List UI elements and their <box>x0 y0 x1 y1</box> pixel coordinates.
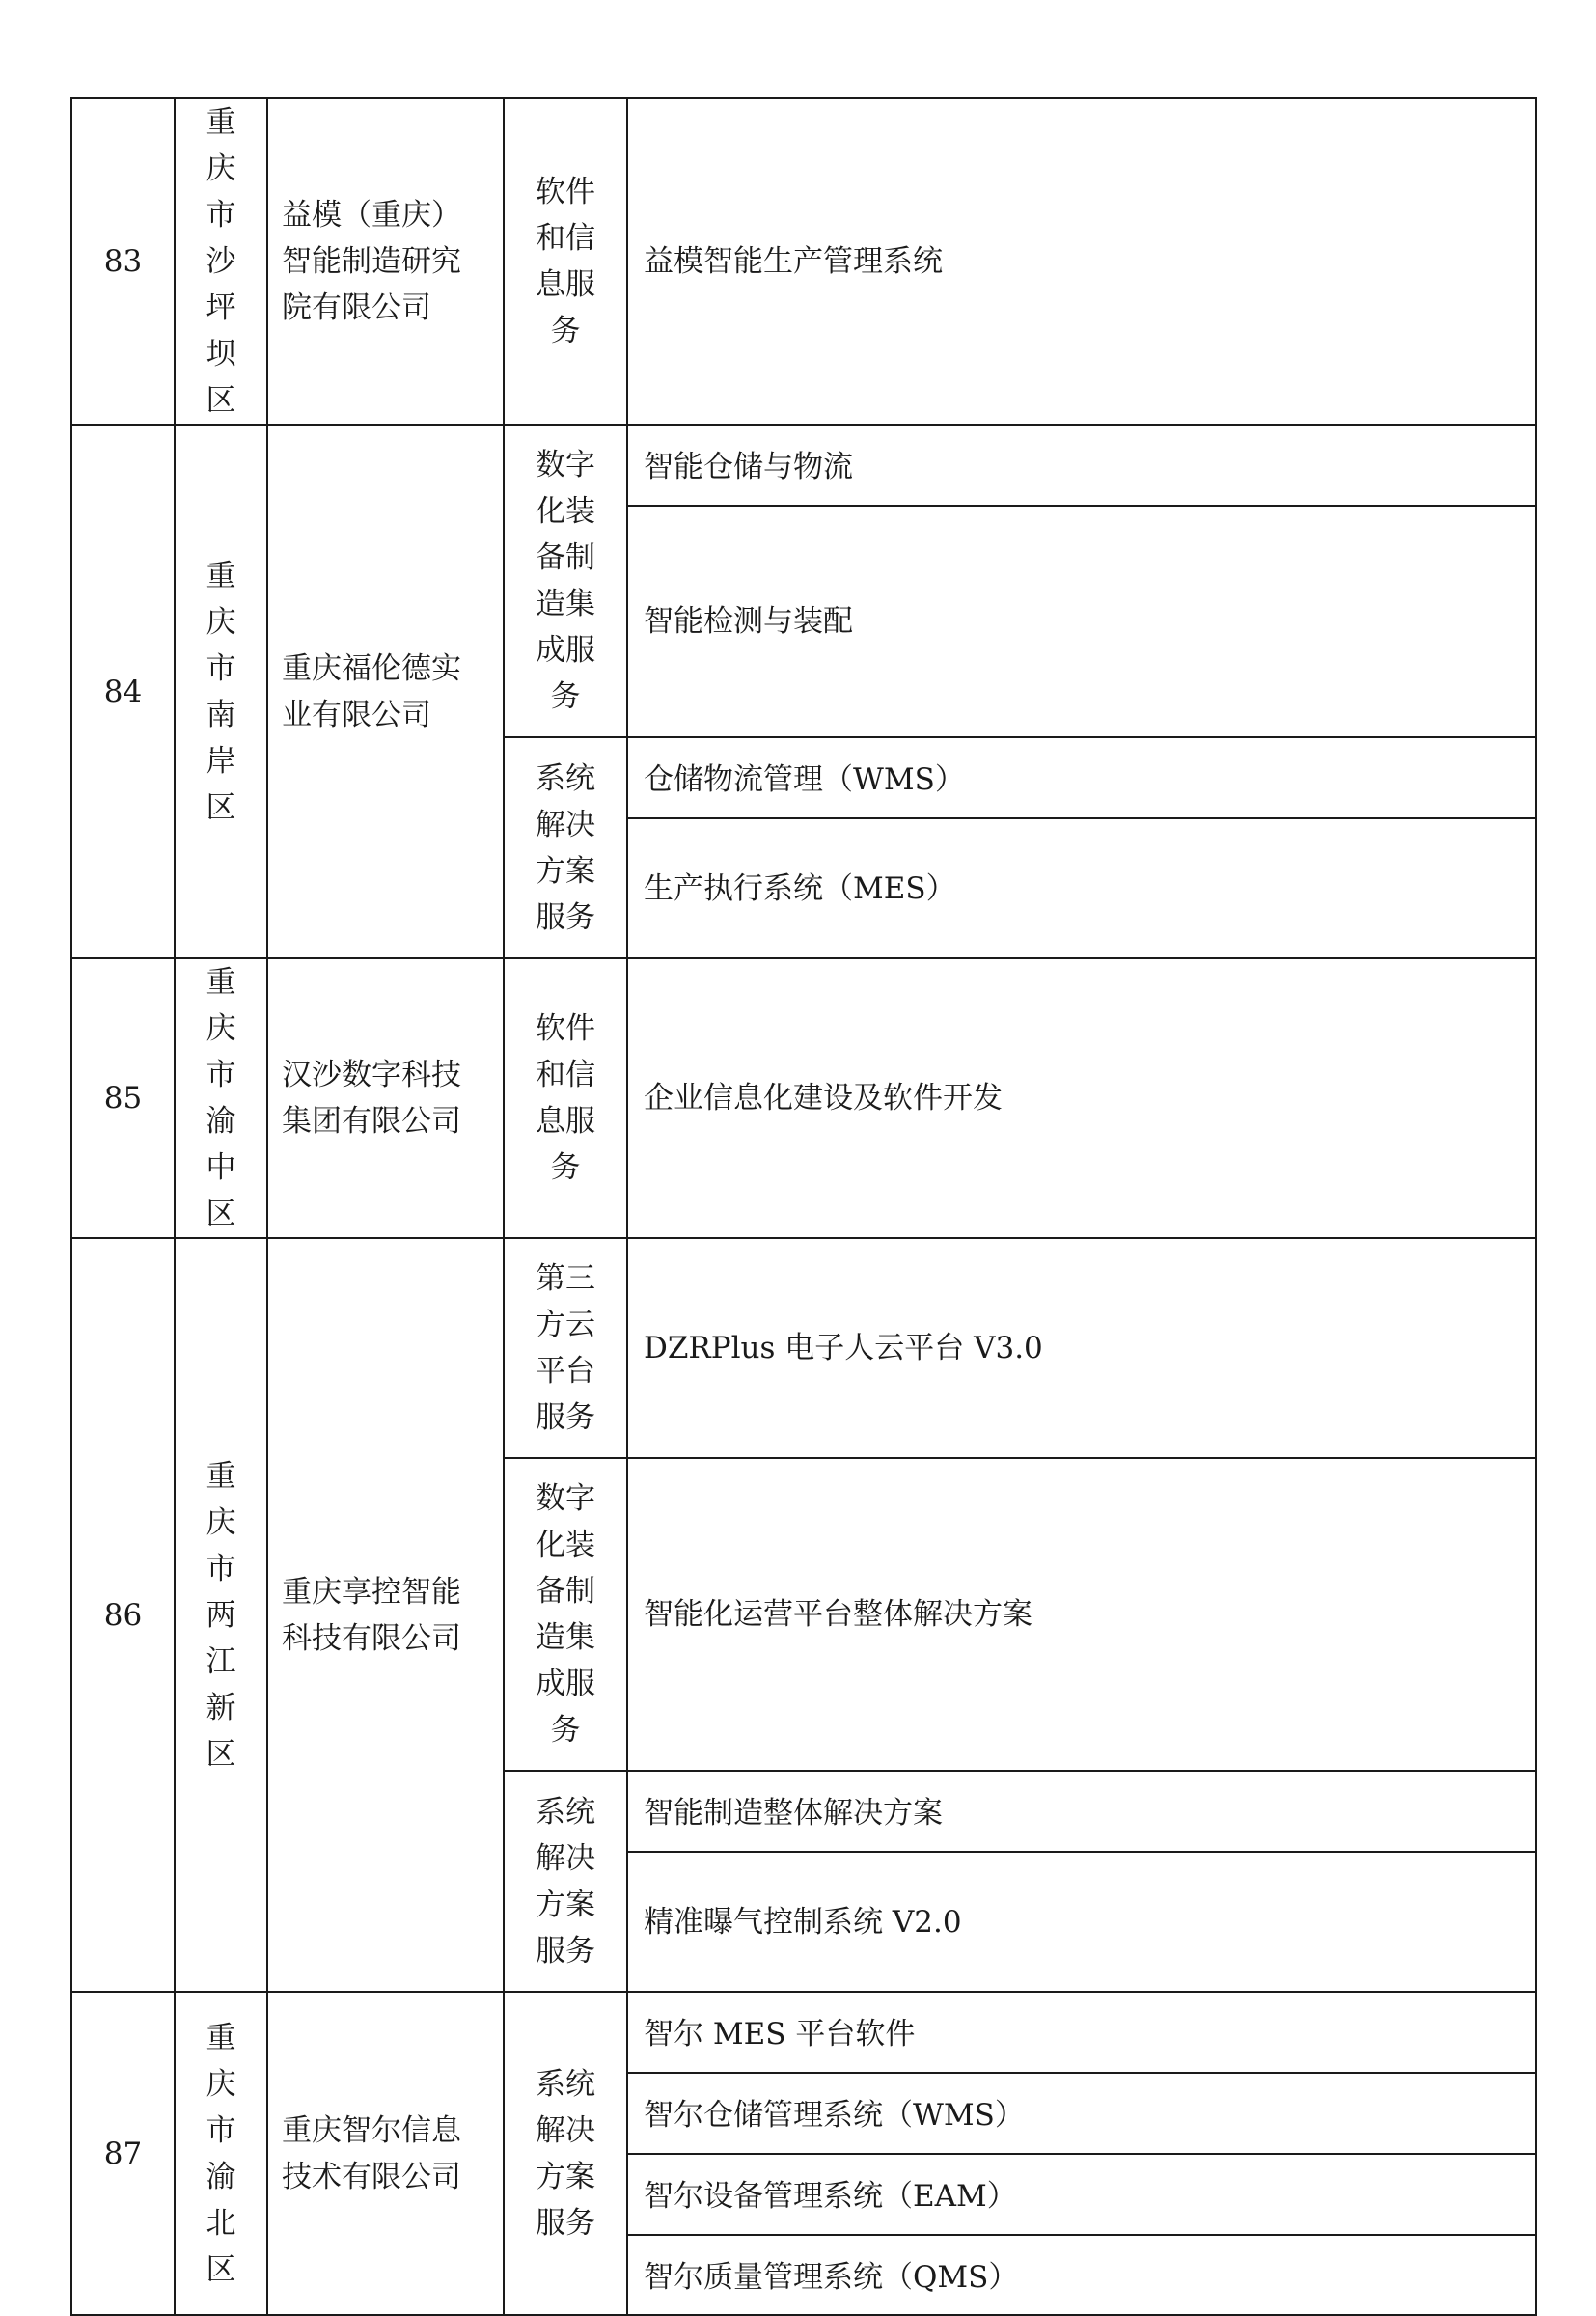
table-row <box>71 425 1536 506</box>
table-row <box>71 1992 1536 2073</box>
row-number: 87 <box>71 1992 175 2315</box>
category-text: 第三方云平台服务 <box>536 1261 595 1435</box>
product-cell <box>627 2073 1536 2154</box>
category-cell <box>504 1771 627 1992</box>
product-cell: 智能检测与装配 <box>627 506 1536 737</box>
district-cell <box>175 1238 267 1992</box>
company-text: 汉沙数字科技集团有限公司 <box>282 1058 461 1139</box>
product-text: 智尔设备管理系统（EAM） <box>644 2179 1017 2214</box>
product-text: 仓储物流管理（WMS） <box>644 762 965 797</box>
company-text: 重庆福伦德实业有限公司 <box>282 650 461 732</box>
category-text: 系统解决方案服务 <box>536 1794 595 1969</box>
district-text: 重庆市南岸区 <box>206 558 236 825</box>
district-cell <box>175 1992 267 2315</box>
category-cell <box>504 1458 627 1771</box>
category-cell <box>504 425 627 737</box>
category-text: 系统解决方案服务 <box>536 2066 595 2241</box>
category-text: 数字化装备制造集成服务 <box>536 1481 595 1748</box>
product-cell <box>627 2154 1536 2235</box>
product-cell: 益模智能生产管理系统 <box>627 98 1536 425</box>
product-cell <box>627 1992 1536 2073</box>
product-text: 智能仓储与物流 <box>644 450 853 484</box>
category-cell <box>504 958 627 1238</box>
company-text: 益模（重庆）智能制造研究院有限公司 <box>282 198 461 325</box>
product-cell <box>627 1771 1536 1852</box>
product-cell: 生产执行系统（MES） <box>627 818 1536 958</box>
row-number: 84 <box>71 425 175 958</box>
company-cell <box>267 425 504 958</box>
product-text: 智能制造整体解决方案 <box>644 1796 943 1831</box>
company-text: 重庆享控智能科技有限公司 <box>282 1574 461 1656</box>
product-cell: 智能化运营平台整体解决方案 <box>627 1458 1536 1771</box>
category-text: 数字化装备制造集成服务 <box>536 448 595 714</box>
product-text: 智尔 MES 平台软件 <box>644 2017 916 2052</box>
company-cell <box>267 958 504 1238</box>
product-cell <box>627 425 1536 506</box>
company-cell <box>267 1238 504 1992</box>
company-text: 重庆智尔信息技术有限公司 <box>282 2112 461 2194</box>
district-text: 重庆市两江新区 <box>206 1458 236 1772</box>
product-cell: 精准曝气控制系统 V2.0 <box>627 1852 1536 1992</box>
row-number: 86 <box>71 1238 175 1992</box>
row-number: 83 <box>71 98 175 425</box>
category-text: 系统解决方案服务 <box>536 760 595 935</box>
product-text: 智尔质量管理系统（QMS） <box>644 2259 1019 2295</box>
product-cell: 企业信息化建设及软件开发 <box>627 958 1536 1238</box>
table-row <box>71 958 1536 1238</box>
product-cell: DZRPlus 电子人云平台 V3.0 <box>627 1238 1536 1458</box>
product-text: 智尔仓储管理系统（WMS） <box>644 2098 1025 2133</box>
product-cell <box>627 737 1536 818</box>
category-text: 软件和信息服务 <box>536 175 595 348</box>
table-row <box>71 98 1536 425</box>
district-text: 重庆市渝北区 <box>206 2020 236 2287</box>
district-text: 重庆市渝中区 <box>206 965 236 1231</box>
category-cell <box>504 1238 627 1458</box>
district-cell <box>175 958 267 1238</box>
row-number: 85 <box>71 958 175 1238</box>
product-cell <box>627 2235 1536 2315</box>
district-cell <box>175 425 267 958</box>
enterprise-table <box>70 97 1537 2316</box>
category-cell <box>504 98 627 425</box>
category-cell <box>504 737 627 958</box>
district-text: 重庆市沙坪坝区 <box>206 105 236 418</box>
category-cell <box>504 1992 627 2315</box>
category-text: 软件和信息服务 <box>536 1011 595 1185</box>
district-cell <box>175 98 267 425</box>
company-cell <box>267 98 504 425</box>
company-cell <box>267 1992 504 2315</box>
table-row <box>71 1238 1536 1458</box>
